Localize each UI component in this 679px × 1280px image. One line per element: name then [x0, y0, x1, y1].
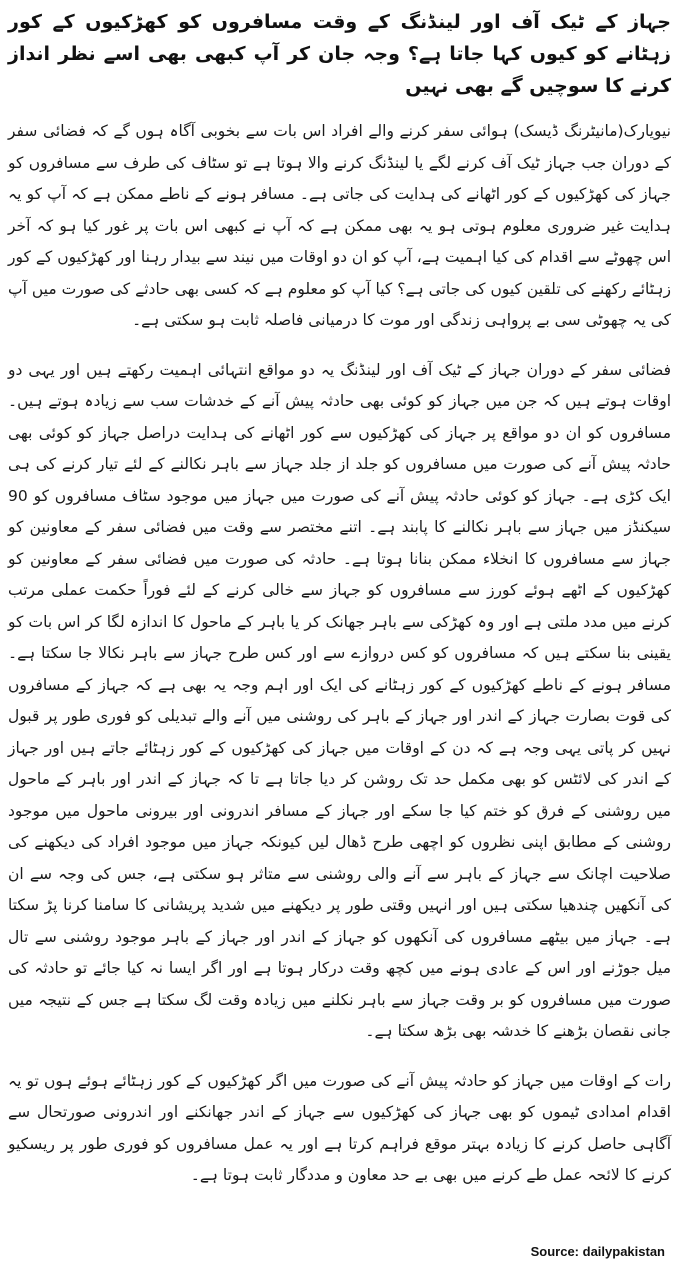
article-paragraph-2: فضائی سفر کے دوران جہاز کے ٹیک آف اور لینڈنگ یہ دو مواقع انتہائی اہمیت رکھتے ہیں اور یہی دو اوقات ہوتے ہیں کہ جن میں جہاز کو کوئی بھی حادثہ پیش آنے کے خدشات سب سے زیادہ ہوتے ہیں۔ مسافروں کو ان دو مواقع پر جہاز کی کھڑکیوں سے کور اٹھانے کی ہدایت دراصل جہاز کو کوئی بھی حادثہ پیش آنے کی صورت میں مسافروں کو جلد از جلد جہاز سے باہر نکالنے کے لئے تیار کرنے کی ہی ایک کڑی ہے۔ جہاز کو کوئی حادثہ پیش آنے کی صورت میں جہاز میں موجود سٹاف مسافروں کو 90 سیکنڈز میں جہاز سے باہر نکالنے کا پابند ہے۔ اتنے مختصر سے وقت میں فضائی سفر کے معاونین کو جہاز سے مسافروں کا انخلاء ممکن بنانا ہوتا ہے۔ حادثہ کی صورت میں فضائی سفر کے معاونین کو کھڑکیوں کے اٹھے ہوئے کورز سے مسافروں کو جہاز سے خالی کرنے کے لئے فوراً حکمت عملی مرتب کرنے میں مدد ملتی ہے اور وہ کھڑکی سے باہر جھانک کر یا باہر کے ماحول کا اندازہ لگا کر اس بات کو یقینی بنا سکتے ہیں کہ مسافروں کو کس دروازے سے اور کس طرح جہاز سے باہر نکالا جا سکتا ہے۔ مسافر ہونے کے ناطے کھڑکیوں کے کور زہٹانے کی ایک اور اہم وجہ یہ بھی ہے کہ جہاز کے مسافروں کی قوت بصارت جہاز کے اندر اور جہاز کے باہر کی روشنی میں آنے والے تبدیلی کو فوری طور پر قبول نہیں کر پاتی یہی وجہ ہے کہ دن کے اوقات میں جہاز کی کھڑکیوں کے کور زہٹائے جاتے ہیں اور جہاز کے اندر کی لائٹس کو بھی مکمل حد تک روشن کر دیا جاتا ہے تا کہ جہاز کے اندر اور باہر کے ماحول میں روشنی کے فرق کو ختم کیا جا سکے اور جہاز کے مسافر اندرونی اور بیرونی ماحول میں موجود روشنی کے مطابق اپنی نظروں کو اچھی طرح ڈھال لیں کیونکہ جہاز میں موجود افراد کی دیکھنے کی صلاحیت اچانک سے جہاز کے باہر سے آنے والی روشنی سے متاثر ہو سکتی ہے، جس کی وجہ سے ان کی آنکھیں چندھیا سکتی ہیں اور انہیں وقتی طور پر دیکھنے میں شدید پریشانی کا سامنا کرنا پڑ سکتا ہے۔ جہاز میں بیٹھے مسافروں کی آنکھوں کو جہاز کے اندر اور جہاز کے باہر موجود روشنی سے تال میل جوڑنے اور اس کے عادی ہونے میں کچھ وقت درکار ہوتا ہے اور اگر ایسا نہ کیا جائے تو حادثہ کی صورت میں مسافروں کو بر وقت جہاز سے باہر نکلنے میں زیادہ وقت لگ سکتا ہے جس کے نتیجہ میں جانی نقصان بڑھنے کا خدشہ بھی بڑھ سکتا ہے۔ — [8, 360, 671, 1040]
article-headline: جہاز کے ٹیک آف اور لینڈنگ کے وقت مسافروں کو کھڑکیوں کے کور زہٹانے کو کیوں کہا جاتا ہے؟ وجہ جان کر آپ کبھی بھی اسے نظر انداز کرنے کا سوچیں گے بھی نہیں — [8, 11, 671, 97]
news-article — [8, 6, 671, 1210]
source-credit: Source: dailypakistan — [530, 1244, 665, 1259]
article-paragraph-3: رات کے اوقات میں جہاز کو حادثہ پیش آنے کی صورت میں اگر کھڑکیوں کے کور زہٹائے ہوئے ہوں تو یہ اقدام امدادی ٹیموں کو بھی جہاز کی کھڑکیوں سے جہاز کے اندر جھانکنے اور اندرونی صورتحال سے آگاہی حاصل کرنے کا زیادہ بہتر موقع فراہم کرتا ہے اور یہ عمل مسافروں کو فوری طور پر ریسکیو کرنے کا لائحہ عمل طے کرنے میں بھی بے حد معاون و مددگار ثابت ہوتا ہے۔ — [8, 1071, 671, 1184]
article-paragraph-1: نیویارک(مانیٹرنگ ڈیسک) ہوائی سفر کرنے والے افراد اس بات سے بخوبی آگاہ ہوں گے کہ فضائی سفر کے دوران جب جہاز ٹیک آف کرنے لگے یا لینڈنگ کرنے والا ہوتا ہے تو سٹاف کی طرف سے مسافروں کو جہاز کی کھڑکیوں کے کور اٹھانے کی ہدایت کی جاتی ہے۔ مسافر ہونے کے ناطے ممکن ہے کہ آپ کو یہ ہدایت غیر ضروری معلوم ہوتی ہو یہ بھی ممکن ہے کہ آپ نے کبھی اس بات پر غور کیا ہو کہ آخر اس چھوٹے سے اقدام کی کیا اہمیت ہے، آپ کو ان دو اوقات میں نیند سے بیدار رہنا اور کھڑکیوں کے کور زہٹائے رکھنے کی تلقین کیوں کی جاتی ہے؟ کیا آپ کو معلوم ہے کہ کسی بھی حادثے کی صورت میں آپ کی یہ چھوٹی سی بے پرواہی زندگی اور موت کا درمیانی فاصلہ ثابت ہو سکتی ہے۔ — [8, 122, 671, 329]
